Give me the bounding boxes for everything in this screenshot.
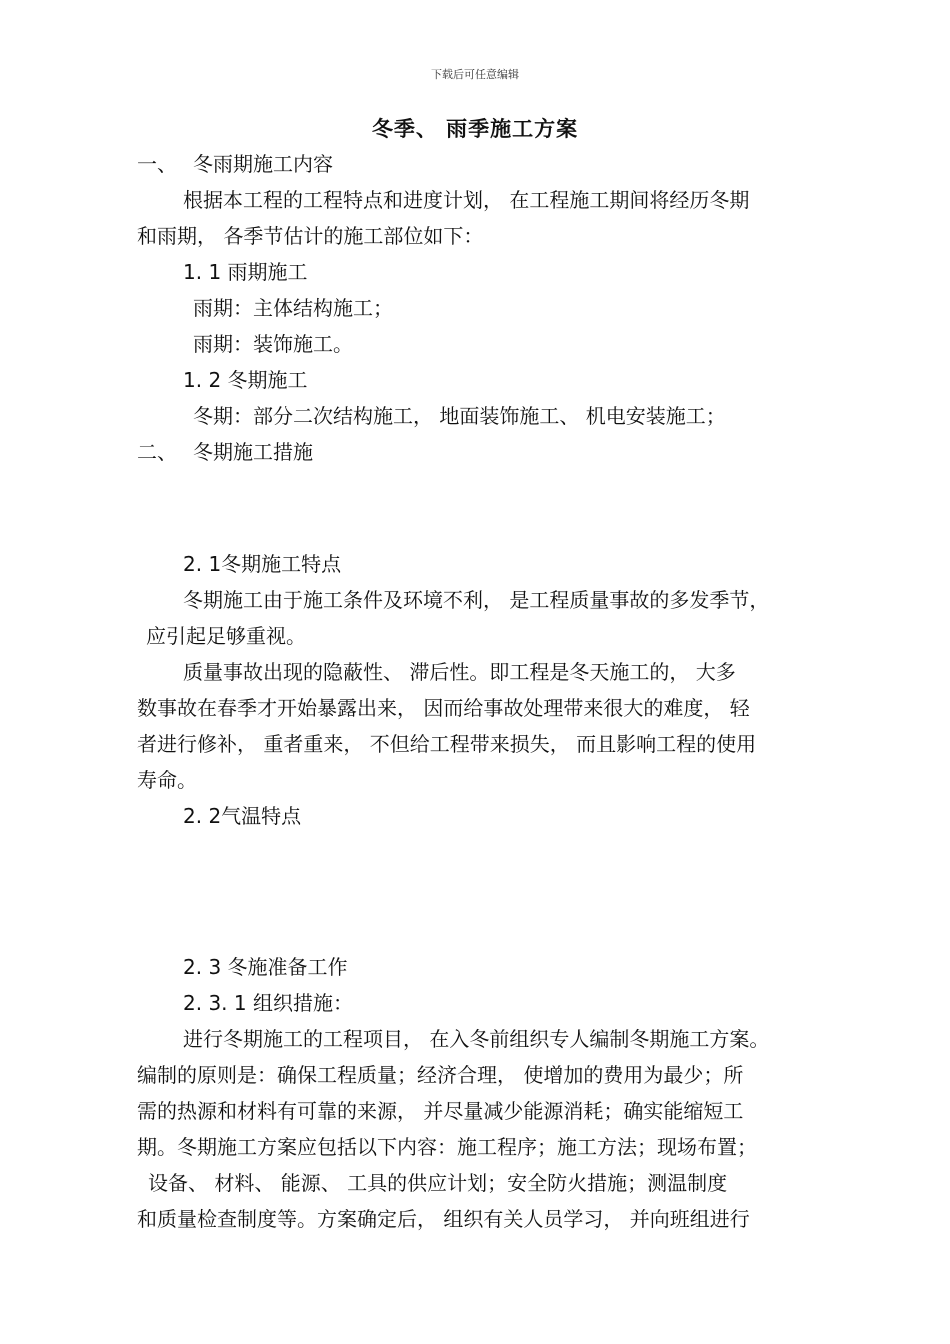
paragraph-line: 根据本工程的工程特点和进度计划， 在工程施工期间将经历冬期 xyxy=(183,188,750,212)
paragraph-line: 冬期施工由于施工条件及环境不利， 是工程质量事故的多发季节， xyxy=(183,588,770,612)
section-1-heading xyxy=(137,150,333,178)
document-title: 冬季、 雨季施工方案 xyxy=(371,117,579,141)
page-header-note: 下载后可任意编辑 xyxy=(431,68,519,81)
section-2-title: 冬期施工措施 xyxy=(193,440,313,464)
subsection-1-2-heading: 1. 2 冬期施工 xyxy=(183,368,308,392)
subsection-2-2-heading: 2. 2气温特点 xyxy=(183,804,302,828)
paragraph-line: 和质量检查制度等。方案确定后， 组织有关人员学习， 并向班组进行 xyxy=(137,1207,750,1231)
section-1-number: 一、 xyxy=(137,152,177,176)
paragraph-line: 设备、 材料、 能源、 工具的供应计划；安全防火措施；测温制度 xyxy=(148,1171,728,1195)
paragraph-line: 和雨期， 各季节估计的施工部位如下： xyxy=(137,224,484,248)
subsection-2-1-heading: 2. 1冬期施工特点 xyxy=(183,552,342,576)
list-item: 冬期：部分二次结构施工， 地面装饰施工、 机电安装施工； xyxy=(193,404,726,428)
section-2-heading xyxy=(137,438,313,466)
paragraph-line: 编制的原则是：确保工程质量；经济合理， 使增加的费用为最少；所 xyxy=(137,1063,744,1087)
section-2-number: 二、 xyxy=(137,440,177,464)
paragraph-line: 需的热源和材料有可靠的来源， 并尽量减少能源消耗；确实能缩短工 xyxy=(137,1099,744,1123)
list-item: 雨期：装饰施工。 xyxy=(193,332,353,356)
paragraph-line: 寿命。 xyxy=(137,768,197,792)
paragraph-line: 应引起足够重视。 xyxy=(146,624,306,648)
paragraph-line: 数事故在春季才开始暴露出来， 因而给事故处理带来很大的难度， 轻 xyxy=(137,696,750,720)
paragraph-line: 进行冬期施工的工程项目， 在入冬前组织专人编制冬期施工方案。 xyxy=(183,1027,770,1051)
subsection-2-3-heading: 2. 3 冬施准备工作 xyxy=(183,955,348,979)
list-item: 雨期：主体结构施工； xyxy=(193,296,393,320)
paragraph-line: 质量事故出现的隐蔽性、 滞后性。即工程是冬天施工的， 大多 xyxy=(183,660,736,684)
subsection-1-1-heading: 1. 1 雨期施工 xyxy=(183,260,308,284)
section-1-title: 冬雨期施工内容 xyxy=(193,152,333,176)
paragraph-line: 期。冬期施工方案应包括以下内容：施工程序；施工方法；现场布置； xyxy=(137,1135,757,1159)
subsection-2-3-1-heading: 2. 3. 1 组织措施： xyxy=(183,991,353,1015)
paragraph-line: 者进行修补， 重者重来， 不但给工程带来损失， 而且影响工程的使用 xyxy=(137,732,757,756)
